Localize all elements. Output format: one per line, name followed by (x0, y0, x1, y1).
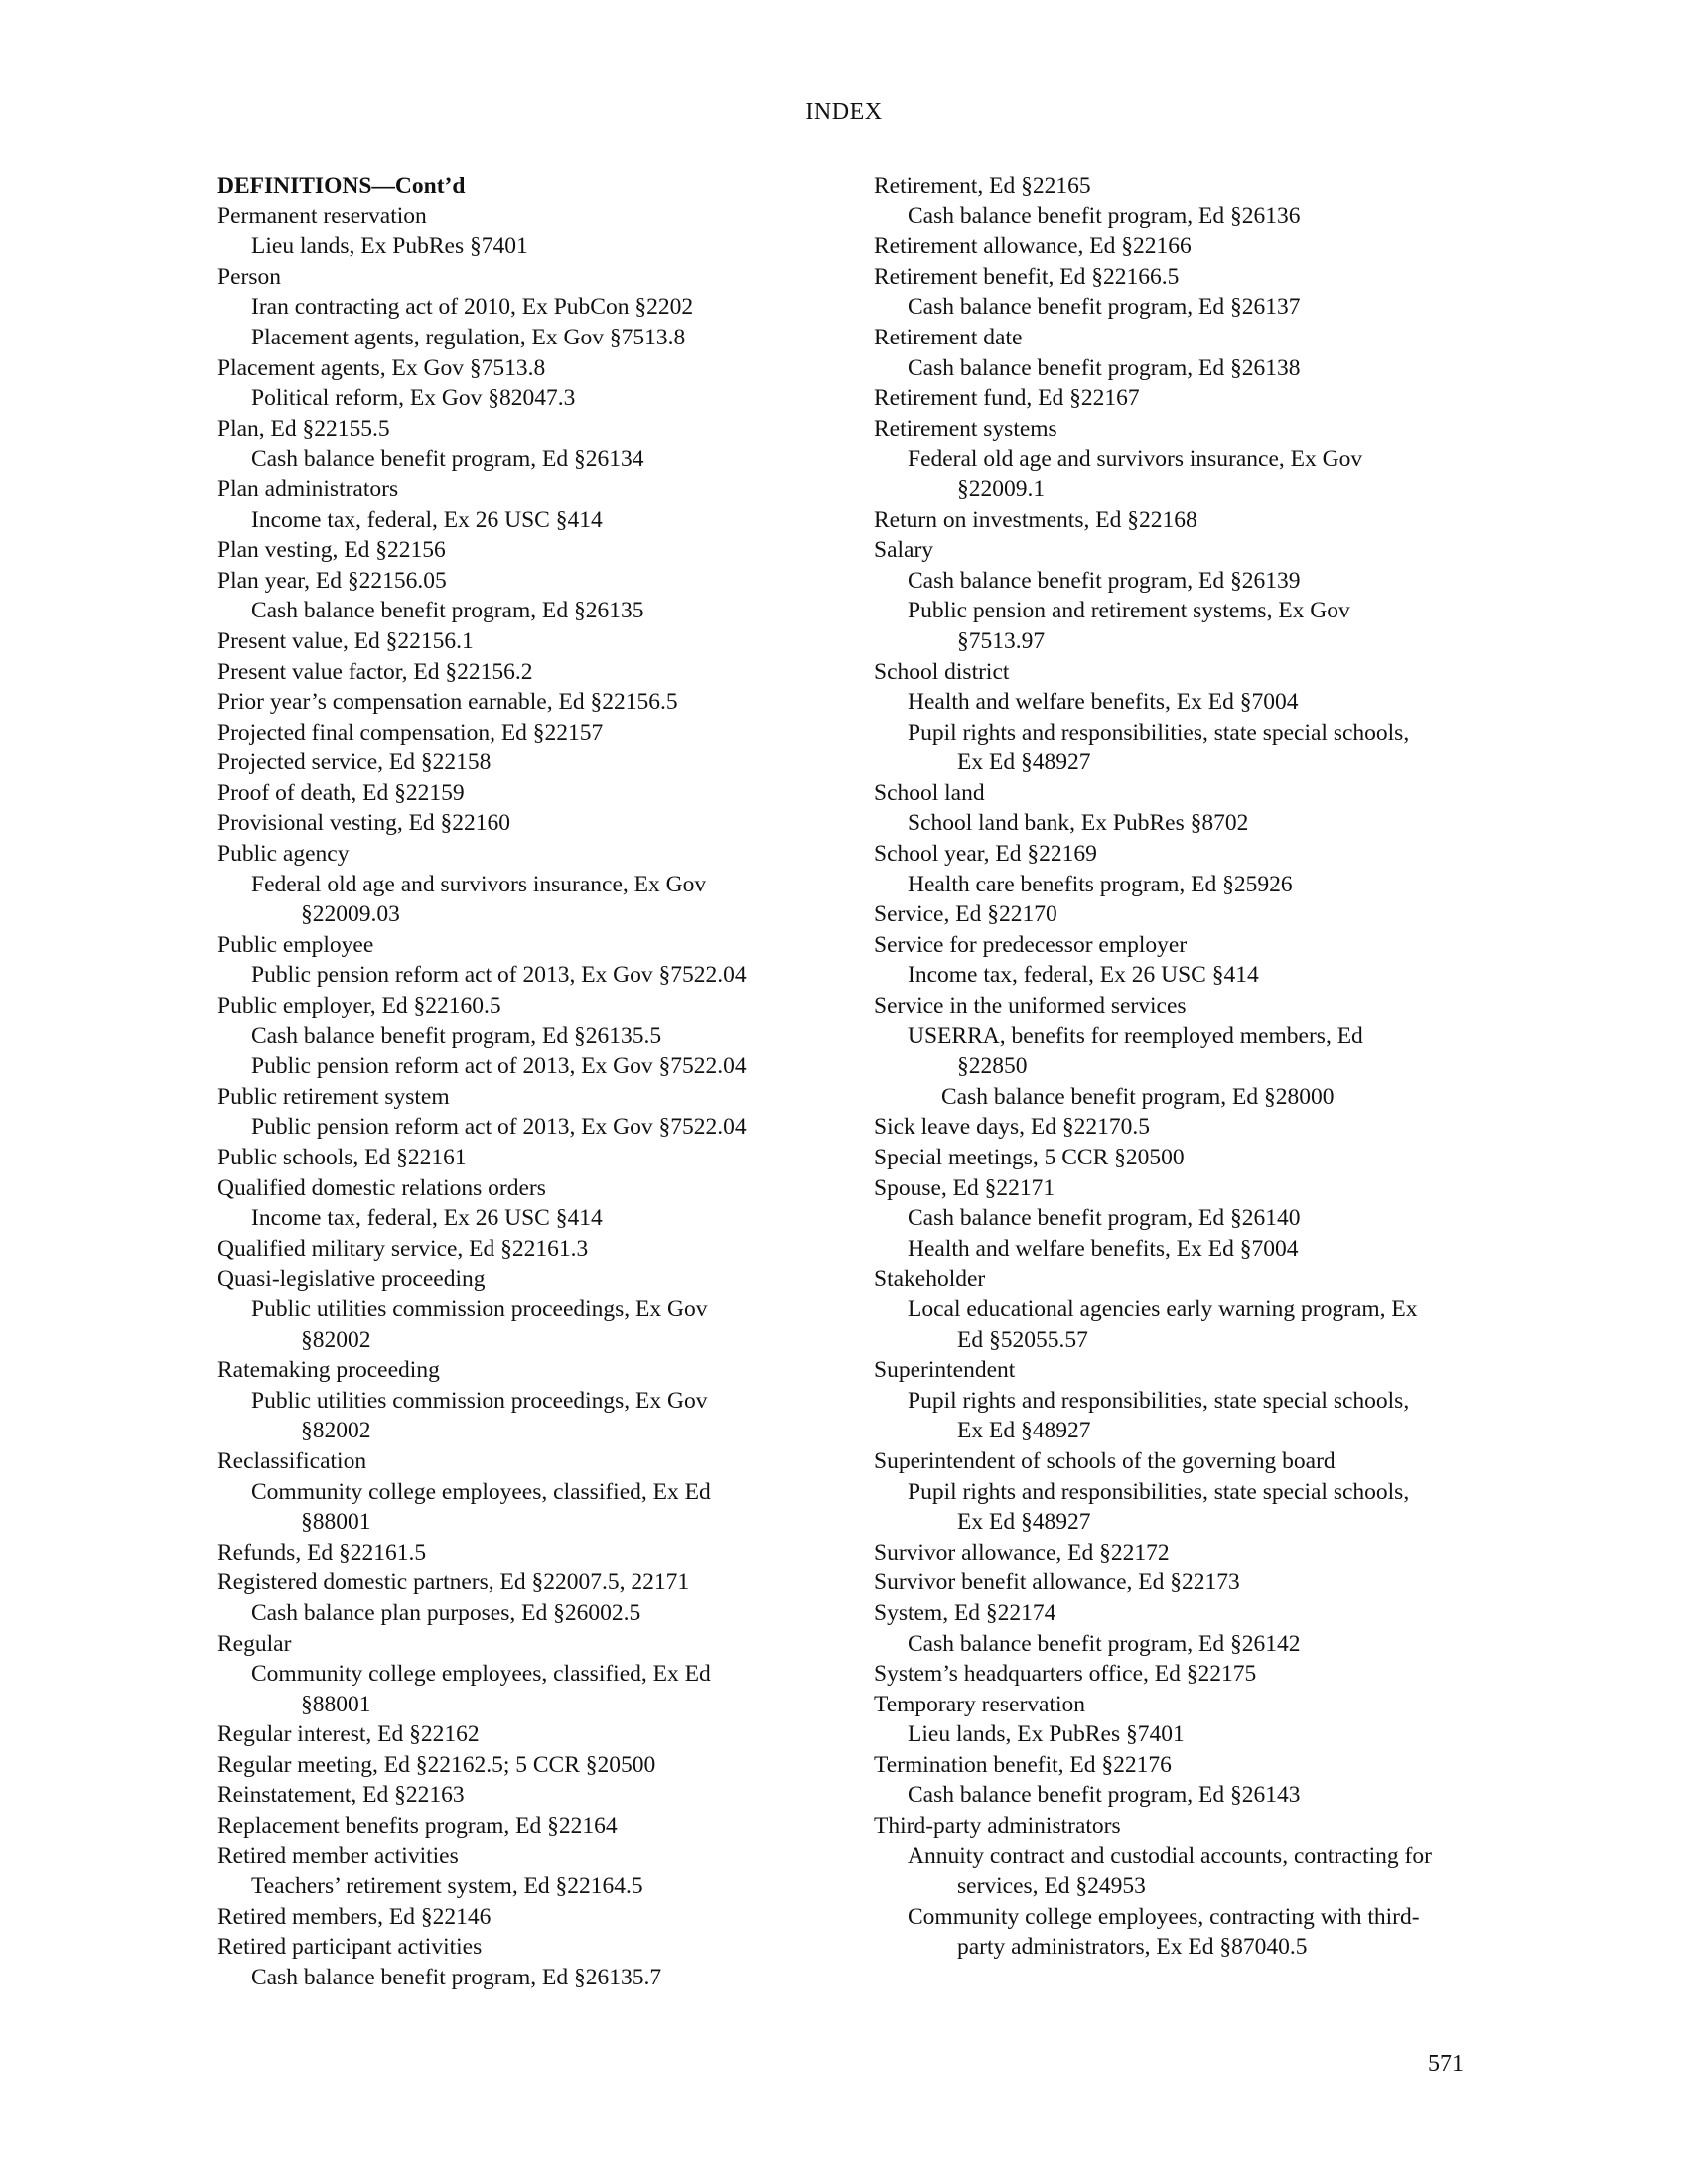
index-subentry: Federal old age and survivors insurance, Ex Gov (251, 871, 707, 897)
index-subentry: Health and welfare benefits, Ex Ed §7004 (908, 1235, 1299, 1262)
index-entry: Quasi-legislative proceeding (217, 1266, 486, 1293)
index-subentry: Public utilities commission proceedings, Ex Gov (251, 1387, 708, 1414)
index-subentry: Cash balance benefit program, Ed §26140 (908, 1205, 1301, 1232)
index-entry: System, Ed §22174 (874, 1599, 1056, 1626)
index-subentry: Pupil rights and responsibilities, state special schools, (908, 1387, 1410, 1414)
index-entry: Replacement benefits program, Ed §22164 (217, 1813, 618, 1840)
index-entry: Public schools, Ed §22161 (217, 1145, 467, 1170)
index-subentry: §22009.03 (301, 901, 400, 928)
index-entry: Survivor benefit allowance, Ed §22173 (874, 1570, 1240, 1596)
index-entry: Placement agents, Ex Gov §7513.8 (217, 354, 546, 381)
index-entry: Retirement fund, Ed §22167 (874, 385, 1140, 412)
index-subentry: USERRA, benefits for reemployed members, Ed (908, 1023, 1363, 1049)
index-entry: Regular (217, 1630, 292, 1657)
index-entry: Permanent reservation (217, 203, 427, 229)
index-entry: Reinstatement, Ed §22163 (217, 1782, 465, 1809)
index-subentry: services, Ed §24953 (957, 1873, 1146, 1900)
index-entry: Superintendent of schools of the governing board (874, 1447, 1336, 1474)
index-subentry: Pupil rights and responsibilities, state special schools, (908, 1478, 1410, 1505)
index-subentry: Cash balance benefit program, Ed §26135 (251, 598, 644, 624)
index-subentry: Iran contracting act of 2010, Ex PubCon §2202 (251, 294, 694, 321)
index-subentry: Ex Ed §48927 (957, 750, 1091, 776)
index-subentry: Health care benefits program, Ed §25926 (908, 871, 1293, 897)
index-subentry: Cash balance benefit program, Ed §26134 (251, 446, 644, 473)
index-entry: Superintendent (874, 1357, 1016, 1384)
index-entry: Retirement systems (874, 415, 1057, 442)
index-entry: Salary (874, 537, 934, 564)
index-entry: Service, Ed §22170 (874, 901, 1057, 928)
index-entry: Public agency (217, 841, 350, 868)
index-subentry: Political reform, Ex Gov §82047.3 (251, 385, 576, 412)
index-subentry: Public pension reform act of 2013, Ex Gov §7522.04 (251, 1114, 747, 1141)
index-subentry: Ed §52055.57 (957, 1326, 1088, 1353)
index-subentry: Public utilities commission proceedings, Ex Gov (251, 1296, 708, 1322)
index-column-right (874, 171, 1509, 1963)
index-subentry: Income tax, federal, Ex 26 USC §414 (251, 1205, 603, 1232)
index-entry: Service for predecessor employer (874, 931, 1188, 958)
index-subentry: Cash balance benefit program, Ed §26136 (908, 203, 1301, 229)
index-entry: School land (874, 779, 985, 806)
page-header: INDEX (805, 99, 883, 125)
index-subentry: Community college employees, contracting with third- (908, 1903, 1420, 1930)
index-entry: Plan vesting, Ed §22156 (217, 537, 446, 564)
index-entry: Stakeholder (874, 1266, 986, 1293)
index-entry: Proof of death, Ed §22159 (217, 779, 465, 806)
index-entry: Retirement benefit, Ed §22166.5 (874, 263, 1180, 290)
index-entry: Refunds, Ed §22161.5 (217, 1539, 427, 1566)
index-entry: Qualified military service, Ed §22161.3 (217, 1235, 589, 1262)
index-subentry: Ex Ed §48927 (957, 1509, 1091, 1536)
index-subentry: Public pension reform act of 2013, Ex Gov §7522.04 (251, 962, 747, 989)
index-entry: Regular meeting, Ed §22162.5; 5 CCR §20500 (217, 1751, 656, 1778)
index-entry: Public retirement system (217, 1083, 450, 1110)
index-subentry: Cash balance benefit program, Ed §26139 (908, 567, 1301, 594)
index-subentry: Lieu lands, Ex PubRes §7401 (251, 233, 528, 260)
index-entry: Retired participant activities (217, 1934, 483, 1961)
index-subentry: Income tax, federal, Ex 26 USC §414 (908, 962, 1259, 989)
index-entry: Retired member activities (217, 1843, 459, 1869)
index-entry: Reclassification (217, 1447, 367, 1474)
index-subentry: Health and welfare benefits, Ex Ed §7004 (908, 689, 1299, 716)
index-entry: Third-party administrators (874, 1813, 1121, 1840)
index-subentry: Placement agents, regulation, Ex Gov §7513.8 (251, 324, 686, 350)
index-entry: Registered domestic partners, Ed §22007.5, 22171 (217, 1570, 690, 1596)
index-entry: Regular interest, Ed §22162 (217, 1721, 480, 1748)
index-subentry: Cash balance benefit program, Ed §28000 (941, 1083, 1335, 1110)
index-entry: Termination benefit, Ed §22176 (874, 1751, 1172, 1778)
index-entry: Qualified domestic relations orders (217, 1174, 546, 1201)
index-entry: Return on investments, Ed §22168 (874, 506, 1197, 533)
index-subentry: Lieu lands, Ex PubRes §7401 (908, 1721, 1185, 1748)
index-subentry: Federal old age and survivors insurance, Ex Gov (908, 446, 1363, 473)
index-subentry: Local educational agencies early warning program, Ex (908, 1296, 1418, 1322)
index-entry: DEFINITIONS—Cont’d (217, 173, 466, 199)
index-entry: Provisional vesting, Ed §22160 (217, 810, 511, 837)
index-entry: Present value, Ed §22156.1 (217, 627, 474, 654)
index-entry: Projected service, Ed §22158 (217, 750, 492, 776)
index-subentry: §82002 (301, 1326, 371, 1353)
index-subentry: Cash balance benefit program, Ed §26137 (908, 294, 1301, 321)
index-entry: System’s headquarters office, Ed §22175 (874, 1661, 1257, 1688)
index-entry: Sick leave days, Ed §22170.5 (874, 1114, 1151, 1141)
index-subentry: Community college employees, classified, Ex Ed (251, 1661, 711, 1688)
index-entry: Public employee (217, 931, 374, 958)
index-entry: Plan, Ed §22155.5 (217, 415, 390, 442)
index-entry: Present value factor, Ed §22156.2 (217, 658, 533, 685)
index-subentry: School land bank, Ex PubRes §8702 (908, 810, 1249, 837)
index-entry: Survivor allowance, Ed §22172 (874, 1539, 1170, 1566)
index-subentry: Annuity contract and custodial accounts, contracting for (908, 1843, 1432, 1869)
index-entry: Person (217, 263, 281, 290)
index-entry: Retired members, Ed §22146 (217, 1903, 492, 1930)
index-entry: Retirement allowance, Ed §22166 (874, 233, 1192, 260)
index-subentry: §22009.1 (957, 476, 1046, 502)
index-entry: Plan administrators (217, 476, 399, 502)
index-subentry: party administrators, Ex Ed §87040.5 (957, 1934, 1308, 1961)
index-entry: Retirement date (874, 324, 1023, 350)
index-subentry: §22850 (957, 1053, 1028, 1080)
index-entry: School year, Ed §22169 (874, 841, 1097, 868)
index-subentry: Income tax, federal, Ex 26 USC §414 (251, 506, 603, 533)
index-subentry: §7513.97 (957, 627, 1046, 654)
index-subentry: Cash balance benefit program, Ed §26138 (908, 354, 1301, 381)
index-entry: Public employer, Ed §22160.5 (217, 993, 501, 1020)
index-entry: Retirement, Ed §22165 (874, 173, 1091, 199)
index-subentry: Cash balance benefit program, Ed §26135.5 (251, 1023, 662, 1049)
index-subentry: Cash balance plan purposes, Ed §26002.5 (251, 1599, 641, 1626)
index-entry: Service in the uniformed services (874, 993, 1187, 1020)
index-subentry: Public pension reform act of 2013, Ex Gov §7522.04 (251, 1053, 747, 1080)
index-subentry: Pupil rights and responsibilities, state special schools, (908, 719, 1410, 746)
index-subentry: §88001 (301, 1509, 371, 1536)
index-entry: School district (874, 658, 1010, 685)
index-entry: Projected final compensation, Ed §22157 (217, 719, 604, 746)
index-entry: Temporary reservation (874, 1691, 1086, 1717)
index-entry: Prior year’s compensation earnable, Ed §22156.5 (217, 689, 678, 716)
page-number: 571 (1428, 2051, 1464, 2077)
index-subentry: §88001 (301, 1691, 371, 1717)
index-subentry: Cash balance benefit program, Ed §26142 (908, 1630, 1301, 1657)
index-entry: Spouse, Ed §22171 (874, 1174, 1055, 1201)
index-entry: Ratemaking proceeding (217, 1357, 440, 1384)
index-subentry: Public pension and retirement systems, Ex Gov (908, 598, 1350, 624)
index-entry: Special meetings, 5 CCR §20500 (874, 1145, 1185, 1170)
index-subentry: §82002 (301, 1418, 371, 1444)
index-subentry: Teachers’ retirement system, Ed §22164.5 (251, 1873, 643, 1900)
index-entry: Plan year, Ed §22156.05 (217, 567, 447, 594)
index-subentry: Cash balance benefit program, Ed §26135.7 (251, 1965, 662, 1991)
index-subentry: Community college employees, classified, Ex Ed (251, 1478, 711, 1505)
index-subentry: Ex Ed §48927 (957, 1418, 1091, 1444)
index-subentry: Cash balance benefit program, Ed §26143 (908, 1782, 1301, 1809)
index-column-left (217, 171, 853, 1993)
